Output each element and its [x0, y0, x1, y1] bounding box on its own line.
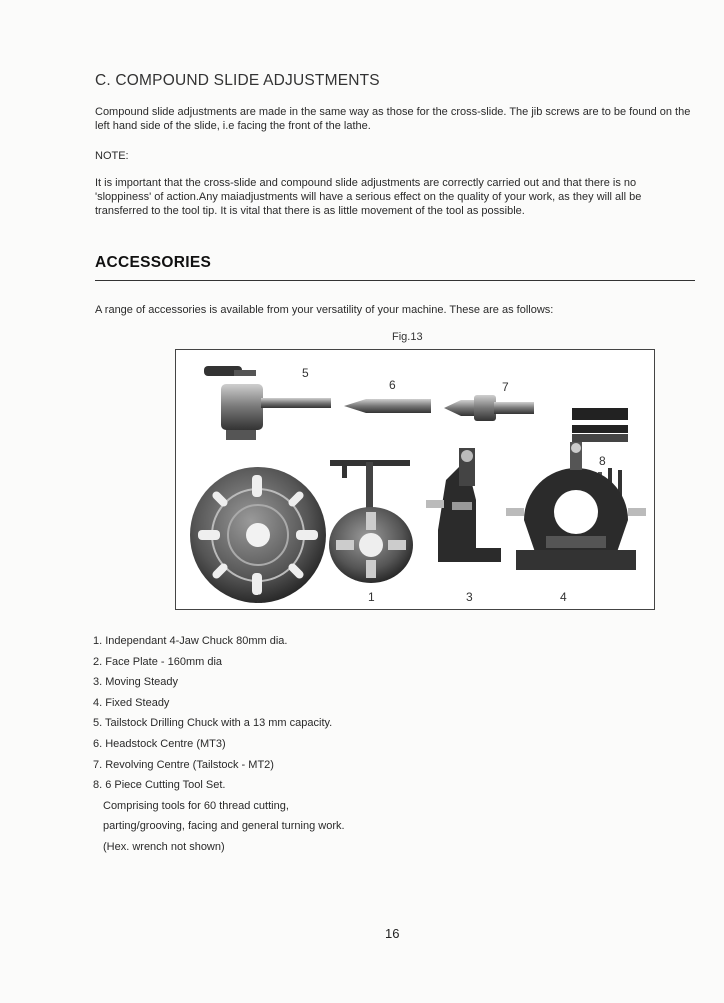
moving-steady-image [426, 448, 501, 562]
accessories-intro: A range of accessories is available from your versatility of your machine. These are as follows: [95, 304, 554, 316]
list-item: 2. Face Plate - 160mm dia [93, 655, 223, 668]
list-item: 4. Fixed Steady [93, 696, 170, 709]
list-item: 5. Tailstock Drilling Chuck with a 13 mm capacity. [93, 717, 333, 730]
list-item: 7. Revolving Centre (Tailstock - MT2) [93, 758, 274, 771]
accessories-list [93, 631, 345, 858]
page-number: 16 [385, 926, 400, 941]
note-paragraph: It is important that the cross-slide and compound slide adjustments are correctly carried out and that there is no 'sloppiness' of action.Any maiadjustments will have a serious effect on the quality of your work, as they will all be transferred to the tool tip. It is vital that there is as little movement of the tool as possible. [95, 177, 642, 217]
four-jaw-chuck-image [329, 460, 413, 583]
headstock-centre-image [344, 399, 431, 413]
note-label: NOTE: [95, 150, 129, 162]
callout-7: 7 [502, 380, 509, 394]
callout-8: 8 [599, 454, 606, 468]
list-item: 3. Moving Steady [93, 676, 178, 689]
list-item: 6. Headstock Centre (MT3) [93, 737, 226, 750]
list-item-detail: parting/grooving, facing and general turning work. [103, 820, 345, 833]
accessories-illustration [176, 350, 654, 609]
accessories-heading: ACCESSORIES [95, 254, 212, 271]
drilling-chuck-image [204, 366, 331, 440]
figure-label: Fig.13 [392, 331, 423, 343]
face-plate-image [190, 467, 326, 603]
callout-1: 1 [368, 590, 375, 604]
callout-2: 2 [256, 592, 263, 606]
callout-4: 4 [560, 590, 567, 604]
list-item: 8. 6 Piece Cutting Tool Set. [93, 779, 226, 792]
callout-5: 5 [302, 366, 309, 380]
section-title: C. COMPOUND SLIDE ADJUSTMENTS [95, 72, 380, 89]
list-item-detail: (Hex. wrench not shown) [103, 840, 225, 853]
list-item: 1. Independant 4-Jaw Chuck 80mm dia. [93, 635, 288, 647]
accessories-figure [175, 349, 655, 610]
compound-slide-paragraph: Compound slide adjustments are made in the same way as those for the cross-slide. The jib screws are to be found on the left hand side of the slide, i.e facing the front of the lathe. [95, 106, 691, 132]
list-item-detail: Comprising tools for 60 thread cutting, [103, 799, 289, 812]
fixed-steady-image [506, 442, 646, 570]
callout-6: 6 [389, 378, 396, 392]
revolving-centre-image [444, 395, 534, 421]
callout-3: 3 [466, 590, 473, 604]
heading-rule [95, 280, 695, 281]
